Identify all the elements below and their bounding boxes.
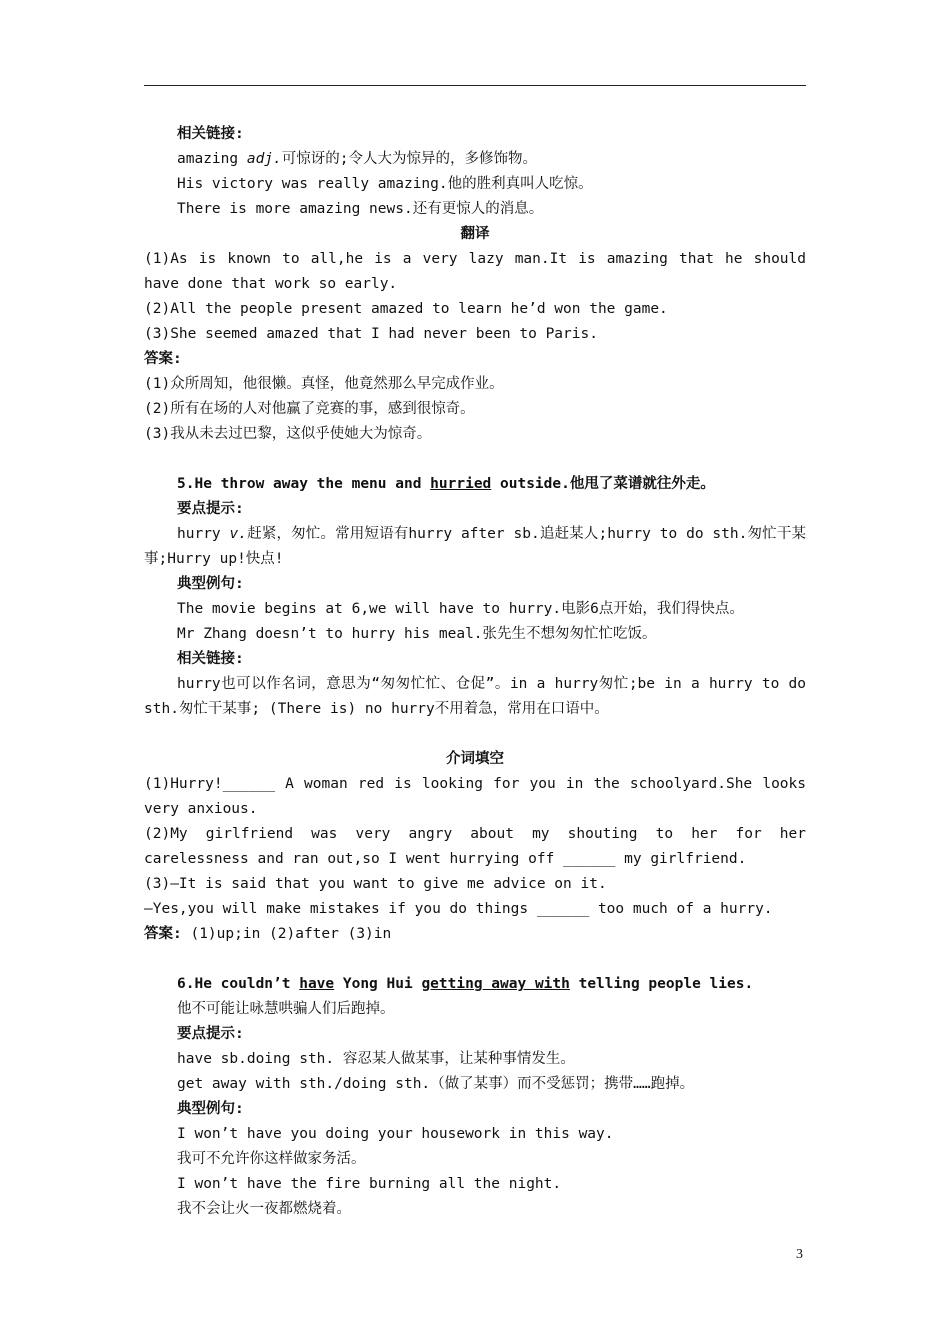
sentence-part: Yong Hui <box>334 976 422 992</box>
part-of-speech: v. <box>229 526 248 542</box>
related-links-heading: 相关链接: <box>177 651 244 667</box>
example-sentence: I won’t have the fire burning all the night. <box>177 1176 562 1192</box>
example-sentence: The movie begins at 6,we will have to hurry.电影6点开始，我们得快点。 <box>177 601 744 617</box>
key-points-heading: 要点提示: <box>177 1026 244 1042</box>
answer-text: (1)up;in (2)after (3)in <box>181 926 392 942</box>
related-links-heading: 相关链接: <box>177 126 244 142</box>
section-title-translation: 翻译 <box>460 226 490 242</box>
underlined-phrase: getting away with <box>421 976 570 992</box>
answer-item: (1)众所周知，他很懒。真怪，他竟然那么早完成作业。 <box>144 376 504 392</box>
answer-line <box>144 922 806 947</box>
exercise-item: (3)She seemed amazed that I had never been to Paris. <box>144 326 598 342</box>
answer-item: (2)所有在场的人对他赢了竞赛的事，感到很惊奇。 <box>144 401 475 417</box>
definition-text: 赶紧，匆忙。常用短语有hurry after sb.追赶某人;hurry to do sth.匆忙干某事;Hurry up!快点! <box>144 526 806 567</box>
examples-heading: 典型例句: <box>177 576 244 592</box>
key-sentence-5 <box>144 472 806 497</box>
sentence-translation: 他不可能让咏慧哄骗人们后跑掉。 <box>177 1001 395 1017</box>
exercise-item: (2)All the people present amazed to learn he’d won the game. <box>144 301 668 317</box>
example-sentence: Mr Zhang doesn’t to hurry his meal.张先生不想匆匆忙忙吃饭。 <box>177 626 657 642</box>
usage-note: have sb.doing sth. 容忍某人做某事，让某种事情发生。 <box>177 1051 575 1067</box>
answer-item: (3)我从未去过巴黎，这似乎使她大为惊奇。 <box>144 426 432 442</box>
definition-hurry <box>144 522 806 572</box>
page-number: 3 <box>796 1247 803 1262</box>
key-points-heading: 要点提示: <box>177 501 244 517</box>
example-sentence: There is more amazing news.还有更惊人的消息。 <box>177 201 544 217</box>
spacer <box>144 722 806 747</box>
exercise-item: (1)As is known to all,he is a very lazy man.It is amazing that he should have done that work so early. <box>144 251 806 292</box>
example-sentence: I won’t have you doing your housework in this way. <box>177 1126 614 1142</box>
sentence-part: outside.他甩了菜谱就往外走。 <box>491 476 715 492</box>
exercise-item: —Yes,you will make mistakes if you do things ______ too much of a hurry. <box>144 901 773 917</box>
sentence-part: 6.He couldn’t <box>177 976 300 992</box>
sentence-part: 5.He throw away the menu and <box>177 476 431 492</box>
example-translation: 我不会让火一夜都燃烧着。 <box>177 1201 351 1217</box>
key-sentence-6 <box>144 972 806 997</box>
underlined-word: have <box>299 976 335 992</box>
definition-amazing <box>144 147 806 172</box>
part-of-speech: adj. <box>246 151 282 167</box>
header-rule <box>144 85 806 86</box>
example-sentence: His victory was really amazing.他的胜利真叫人吃惊。 <box>177 176 593 192</box>
term: amazing <box>177 151 247 167</box>
term: hurry <box>177 526 230 542</box>
definition-text: 可惊讶的;令人大为惊异的，多修饰物。 <box>281 151 537 167</box>
answer-heading: 答案: <box>144 351 182 367</box>
section-title-prepositions: 介词填空 <box>446 751 504 767</box>
spacer <box>144 947 806 972</box>
exercise-item: (3)—It is said that you want to give me advice on it. <box>144 876 607 892</box>
sentence-part: telling people lies. <box>569 976 754 992</box>
underlined-word: hurried <box>430 476 492 492</box>
exercise-item: (2)My girlfriend was very angry about my shouting to her for her carelessness and ran out,so I went hurrying off ______ my girlfriend. <box>144 826 806 867</box>
answer-heading: 答案: <box>144 926 182 942</box>
usage-note: get away with sth./doing sth.（做了某事）而不受惩罚；携带……跑掉。 <box>177 1076 695 1092</box>
exercise-item: (1)Hurry!______ A woman red is looking for you in the schoolyard.She looks very anxious. <box>144 776 806 817</box>
example-translation: 我可不允许你这样做家务活。 <box>177 1151 366 1167</box>
spacer <box>144 447 806 472</box>
related-note: hurry也可以作名词，意思为“匆匆忙忙、仓促”。in a hurry匆忙;be in a hurry to do sth.匆忙干某事; (There is) no hurry不用着急，常用在口语中。 <box>144 676 806 717</box>
examples-heading: 典型例句: <box>177 1101 244 1117</box>
document-body <box>144 122 806 1222</box>
